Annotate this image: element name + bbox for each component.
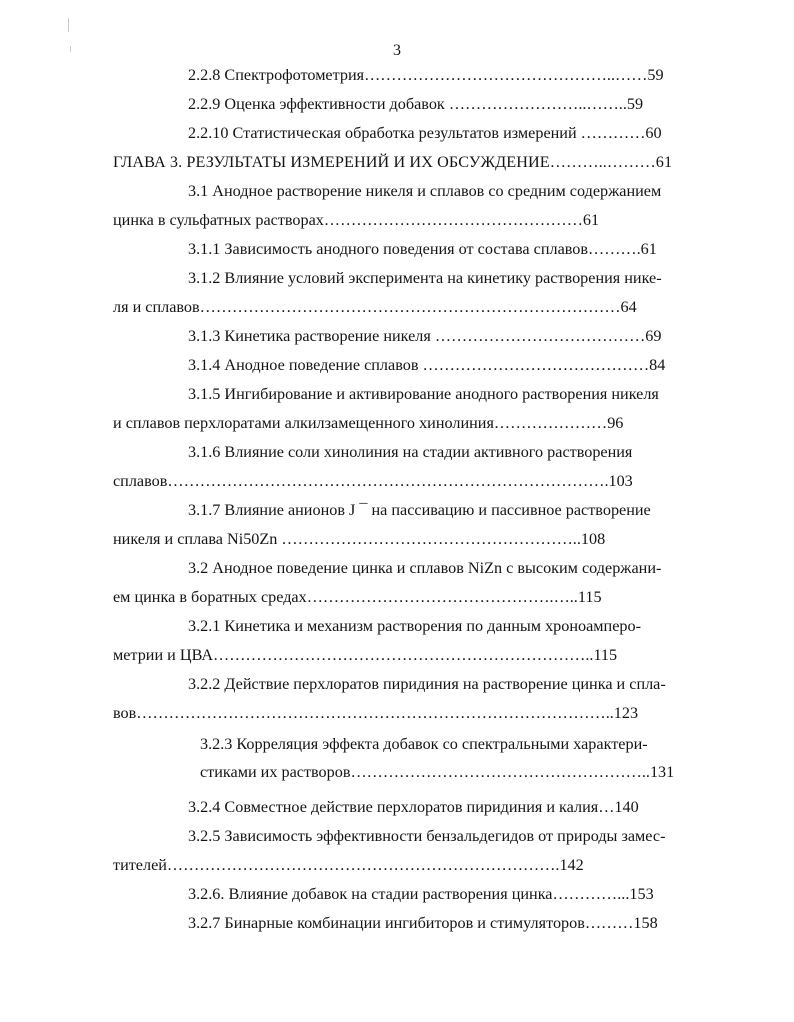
toc-entry-3-1-2-line2: ля и сплавов……………………………………………………………………64 [113, 298, 637, 316]
toc-entry-2-2-8: 2.2.8 Спектрофотометрия………………………………………..……59 [188, 66, 664, 84]
toc-entry-3-1-2-line1: 3.1.2 Влияние условий эксперимента на кинетику растворения нике- [188, 269, 662, 287]
toc-entry-3-1-line2: цинка в сульфатных растворах…………………………………………61 [113, 211, 600, 229]
toc-entry-3-2-6: 3.2.6. Влияние добавок на стадии растворения цинка…………...153 [188, 885, 654, 903]
toc-entry-3-2-line1: 3.2 Анодное поведение цинка и сплавов NiZn с высоким содержани- [188, 559, 662, 577]
toc-entry-3-1-6-line2: сплавов……………………………………………………………………….103 [113, 472, 633, 490]
toc-chapter-3-heading: ГЛАВА 3. РЕЗУЛЬТАТЫ ИЗМЕРЕНИЙ И ИХ ОБСУЖДЕНИЕ………..………61 [113, 153, 673, 171]
page-number: 3 [393, 42, 401, 59]
toc-entry-2-2-10: 2.2.10 Статистическая обработка результатов измерений …………60 [188, 124, 662, 142]
toc-entry-3-1-5-line2: и сплавов перхлоратами алкилзамещенного хинолиния…………………96 [113, 414, 624, 432]
toc-entry-3-1-1: 3.1.1 Зависимость анодного поведения от состава сплавов……….61 [188, 240, 657, 258]
toc-entry-3-1-6-line1: 3.1.6 Влияние соли хинолиния на стадии активного растворения [188, 443, 633, 461]
toc-entry-3-2-5-line2: тителей……………………………………………………………….142 [113, 856, 584, 874]
toc-entry-3-1-line1: 3.1 Анодное растворение никеля и сплавов со средним содержанием [188, 182, 662, 200]
toc-entry-3-2-1-line1: 3.2.1 Кинетика и механизм растворения по данным хроноамперо- [188, 617, 641, 635]
toc-entry-3-2-4: 3.2.4 Совместное действие перхлоратов пиридиния и калия…140 [188, 798, 639, 816]
toc-entry-3-2-7: 3.2.7 Бинарные комбинации ингибиторов и стимуляторов………158 [188, 914, 658, 932]
toc-entry-3-2-2-line1: 3.2.2 Действие перхлоратов пиридиния на растворение цинка и спла- [188, 675, 666, 693]
toc-entry-3-2-2-line2: вов……………………………………………………………………………..123 [113, 704, 639, 722]
toc-entry-3-1-7-line1: 3.1.7 Влияние анионов J ¯ на пассивацию и пассивное растворение [188, 501, 651, 519]
toc-entry-2-2-9: 2.2.9 Оценка эффективности добавок ……………………..……..59 [188, 95, 644, 113]
toc-entry-3-1-4: 3.1.4 Анодное поведение сплавов ……………………………………84 [188, 356, 666, 374]
toc-entry-3-2-line2: ем цинка в боратных средах……………………………………….…..115 [113, 588, 602, 606]
toc-entry-3-1-3: 3.1.3 Кинетика растворение никеля …………………………………69 [188, 327, 662, 345]
toc-entry-3-2-1-line2: метрии и ЦВА……………………………………………………………..115 [113, 646, 618, 664]
toc-entry-3-1-5-line1: 3.1.5 Ингибирование и активирование анодного растворения никеля [188, 385, 659, 403]
toc-entry-3-2-3-line1: 3.2.3 Корреляция эффекта добавок со спектральными характери- [200, 735, 648, 753]
toc-entry-3-1-7-line2: никеля и сплава Ni50Zn ………………………………………………..108 [113, 530, 606, 548]
toc-entry-3-2-3-line2: стиками их растворов………………………………………………..131 [200, 763, 675, 781]
toc-entry-3-2-5-line1: 3.2.5 Зависимость эффективности бензальдегидов от природы замес- [188, 827, 666, 845]
